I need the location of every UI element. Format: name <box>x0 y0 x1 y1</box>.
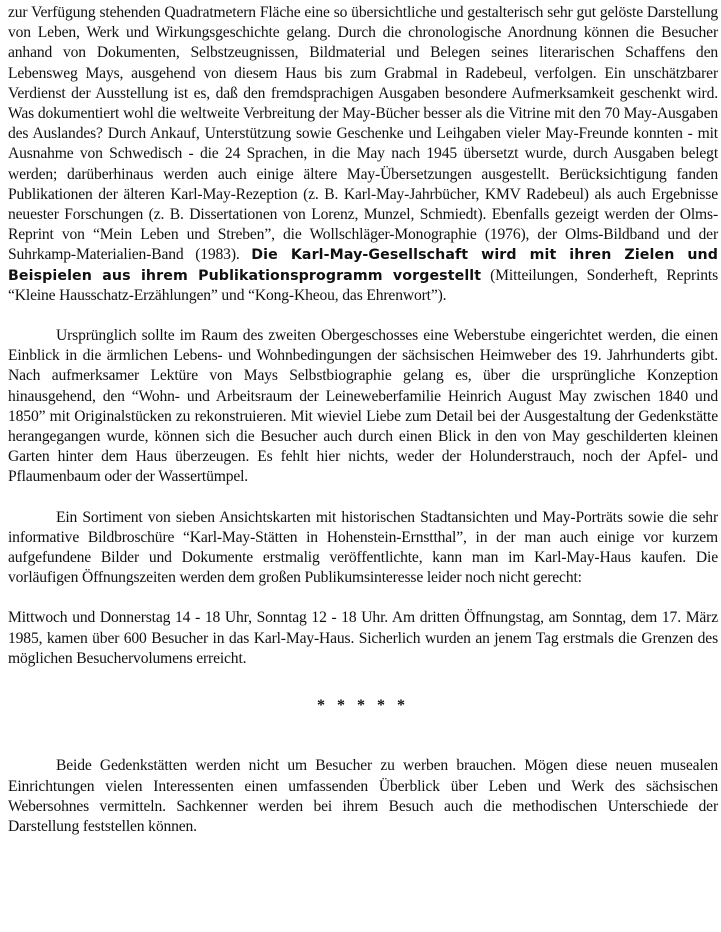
paragraph-conclusion: Beide Gedenkstätten werden nicht um Besucher zu werben brauchen. Mögen diese neuen musealen Einrichtungen vielen Interessenten einen umfassenden Überblick über Leben und Werk des sächsischen Webersohnes vermitteln. Sachkenner werden bei ihrem Besuch auch die methodischen Unterschiede der Darstellung feststellen können. <box>8 757 718 835</box>
paragraph-text: zur Verfügung stehenden Quadratmetern Fläche eine so übersichtliche und gestalterisch sehr gut gelöste Darstellung von Leben, Werk und Wirkungsgeschichte gelang. Durch die chronologische Anordnung können die Besucher anhand von Dokumenten, Selbstzeugnissen, Bildmaterial und Belegen seines literarischen Schaffens den Lebensweg Mays, ausgehend von diesem Haus bis zum Grabmal in Radebeul, verfolgen. Ein unschätzbarer Verdienst der Ausstellung ist es, daß den fremdsprachigen Ausgaben besondere Aufmerksamkeit geschenkt wird. Was dokumentiert wohl die weltweite Verbreitung der May-Bücher besser als die Vitrine mit den 70 May-Ausgaben des Auslandes? Durch Ankauf, Unterstützung sowie Geschenke und Leihgaben vieler May-Freunde konnten - mit Ausnahme von Schwedisch - die 24 Sprachen, in die May nach 1945 übersetzt wurde, durch Ausgaben belegt werden; darüberhinaus werden auch einige ältere May-Übersetzungen ausgestellt. Berücksichtigung fanden Publikationen der älteren Karl-May-Rezeption (z. B. Karl-May-Jahrbücher, KMV Radebeul) als auch Ergebnisse neuester Forschungen (z. B. Dissertationen von Lorenz, Munzel, Schmiedt). Ebenfalls gezeigt werden der Olms-Reprint von “Mein Leben und Streben”, die Wollschläger-Monographie (1976), der Olms-Bildband und der Suhrkamp-Materialien-Band (1983). <box>8 4 718 264</box>
paragraph-weberstube: Ursprünglich sollte im Raum des zweiten Obergeschosses eine Weberstube eingerichtet werden, die einen Einblick in die ärmlichen Lebens- und Wohnbedingungen der sächsischen Heimweber des 19. Jahrhunderts gibt. Nach aufmerksamer Lektüre von Mays Selbstbiographie gelang es, über die ursprüngliche Konzeption hinausgehend, den “Wohn- und Arbeitsraum der Leineweberfamilie Heinrich August May zwischen 1840 und 1850” mit Originalstücken zu rekonstruieren. Mit wieviel Liebe zum Detail bei der Ausgestaltung der Gedenkstätte herangegangen wurde, können sich die Besucher auch durch einen Blick in den von May geschilderten kleinen Garten hinter dem Haus überzeugen. Es fehlt hier nichts, weder der Holunderstrauch, noch der Apfel- und Pflaumenbaum oder der Wassertümpel. <box>8 327 718 486</box>
paragraph-text: (Mitteilungen, Sonderheft, Reprints “Kleine Hausschatz-Erzählungen” und “Kong-Kheou, das Ehrenwort”). <box>8 266 718 304</box>
paragraph-sortiment: Ein Sortiment von sieben Ansichtskarten mit historischen Stadtansichten und May-Porträts sowie die sehr informative Bildbroschüre “Karl-May-Stätten in Hohenstein-Ernstthal”, in der man auch einige vor kurzem aufgefundene Bilder und Dokumente erstmalig veröffentlichte, kann man im Karl-May-Haus kaufen. Die vorläufigen Öffnungszeiten werden dem großen Publikumsinteresse leider noch nicht gerecht: <box>8 508 718 587</box>
document-page <box>8 3 718 837</box>
paragraph-opening-hours: Mittwoch und Donnerstag 14 - 18 Uhr, Sonntag 12 - 18 Uhr. Am dritten Öffnungstag, am Sonntag, dem 17. März 1985, kamen über 600 Besucher in das Karl-May-Haus. Sicherlich wurden an jenem Tag erstmals die Grenzen des möglichen Besuchervolumens erreicht. <box>8 609 718 667</box>
bold-statement: Die Karl-May-Gesellschaft wird mit ihren Zielen und Beispielen aus ihrem Publikationsprogramm vorgestellt <box>8 247 719 284</box>
section-separator: * * * * * <box>317 697 409 715</box>
paragraph-exhibition <box>8 3 718 306</box>
